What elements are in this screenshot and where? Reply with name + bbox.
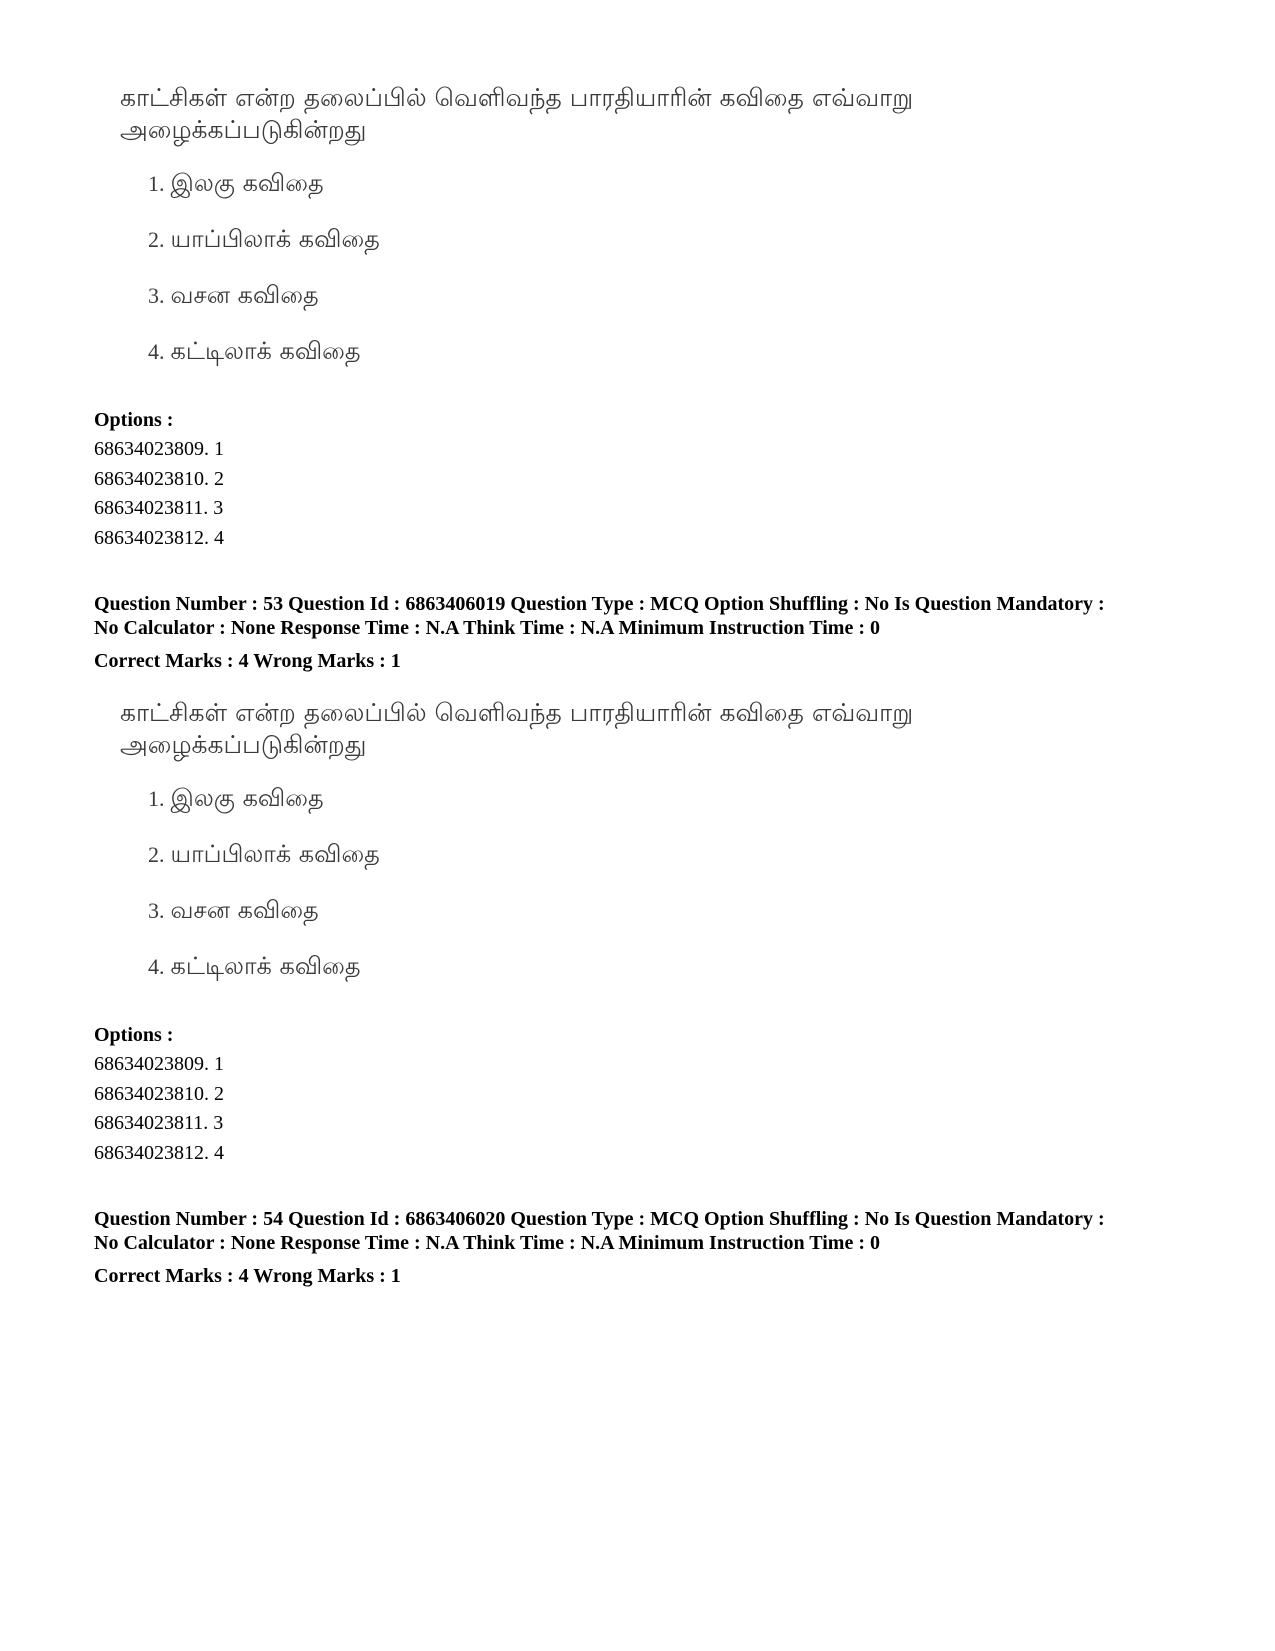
- choice-number: 1.: [148, 171, 165, 196]
- choice-number: 4.: [148, 954, 165, 979]
- option-item: 68634023809. 1: [94, 1053, 224, 1075]
- choice-text: கட்டிலாக் கவிதை: [170, 337, 361, 365]
- choice-text: வசன கவிதை: [170, 896, 319, 924]
- question-meta: [94, 1207, 1204, 1255]
- choice-number: 3.: [148, 898, 165, 923]
- options-list: [94, 435, 224, 553]
- option-item: 68634023811. 3: [94, 497, 224, 519]
- option-item: 68634023809. 1: [94, 438, 224, 460]
- question-meta-line: Question Number : 54 Question Id : 6863406020 Question Type : MCQ Option Shuffling : No Is Question Mandatory :: [94, 1208, 1105, 1230]
- question-choice: [148, 224, 380, 255]
- choice-text: இலகு கவிதை: [170, 784, 324, 812]
- question-marks: Correct Marks : 4 Wrong Marks : 1: [94, 1265, 401, 1287]
- question-choice: [148, 280, 319, 311]
- question-marks: Correct Marks : 4 Wrong Marks : 1: [94, 650, 401, 672]
- choice-text: யாப்பிலாக் கவிதை: [170, 840, 380, 868]
- option-item: 68634023810. 2: [94, 467, 224, 490]
- choice-text: இலகு கவிதை: [170, 169, 324, 197]
- option-item: 68634023812. 4: [94, 1141, 224, 1164]
- choice-text: வசன கவிதை: [170, 281, 319, 309]
- choice-number: 3.: [148, 283, 165, 308]
- choice-number: 2.: [148, 842, 165, 867]
- question-choice: [148, 951, 361, 982]
- choice-text: கட்டிலாக் கவிதை: [170, 952, 361, 980]
- option-item: 68634023811. 3: [94, 1112, 224, 1134]
- options-label: Options :: [94, 1024, 174, 1046]
- choice-text: யாப்பிலாக் கவிதை: [170, 225, 380, 253]
- question-text: காட்சிகள் என்ற தலைப்பில் வெளிவந்த பாரதியாரின் கவிதை எவ்வாறு அழைக்கப்படுகின்றது: [120, 83, 914, 144]
- option-item: 68634023810. 2: [94, 1082, 224, 1105]
- question-text: காட்சிகள் என்ற தலைப்பில் வெளிவந்த பாரதியாரின் கவிதை எவ்வாறு அழைக்கப்படுகின்றது: [120, 698, 914, 759]
- options-label: Options :: [94, 409, 174, 431]
- question-choice: [148, 168, 324, 199]
- options-list: [94, 1050, 224, 1168]
- question-choice: [148, 336, 361, 367]
- question-choice: [148, 783, 324, 814]
- question-choice: [148, 895, 319, 926]
- question-meta-line: No Calculator : None Response Time : N.A Think Time : N.A Minimum Instruction Time : 0: [94, 1232, 880, 1254]
- choice-number: 4.: [148, 339, 165, 364]
- question-meta-line: Question Number : 53 Question Id : 6863406019 Question Type : MCQ Option Shuffling : No Is Question Mandatory :: [94, 593, 1105, 615]
- option-item: 68634023812. 4: [94, 526, 224, 549]
- choice-number: 2.: [148, 227, 165, 252]
- question-choice: [148, 839, 380, 870]
- choice-number: 1.: [148, 786, 165, 811]
- question-meta: [94, 592, 1204, 640]
- question-meta-line: No Calculator : None Response Time : N.A Think Time : N.A Minimum Instruction Time : 0: [94, 617, 880, 639]
